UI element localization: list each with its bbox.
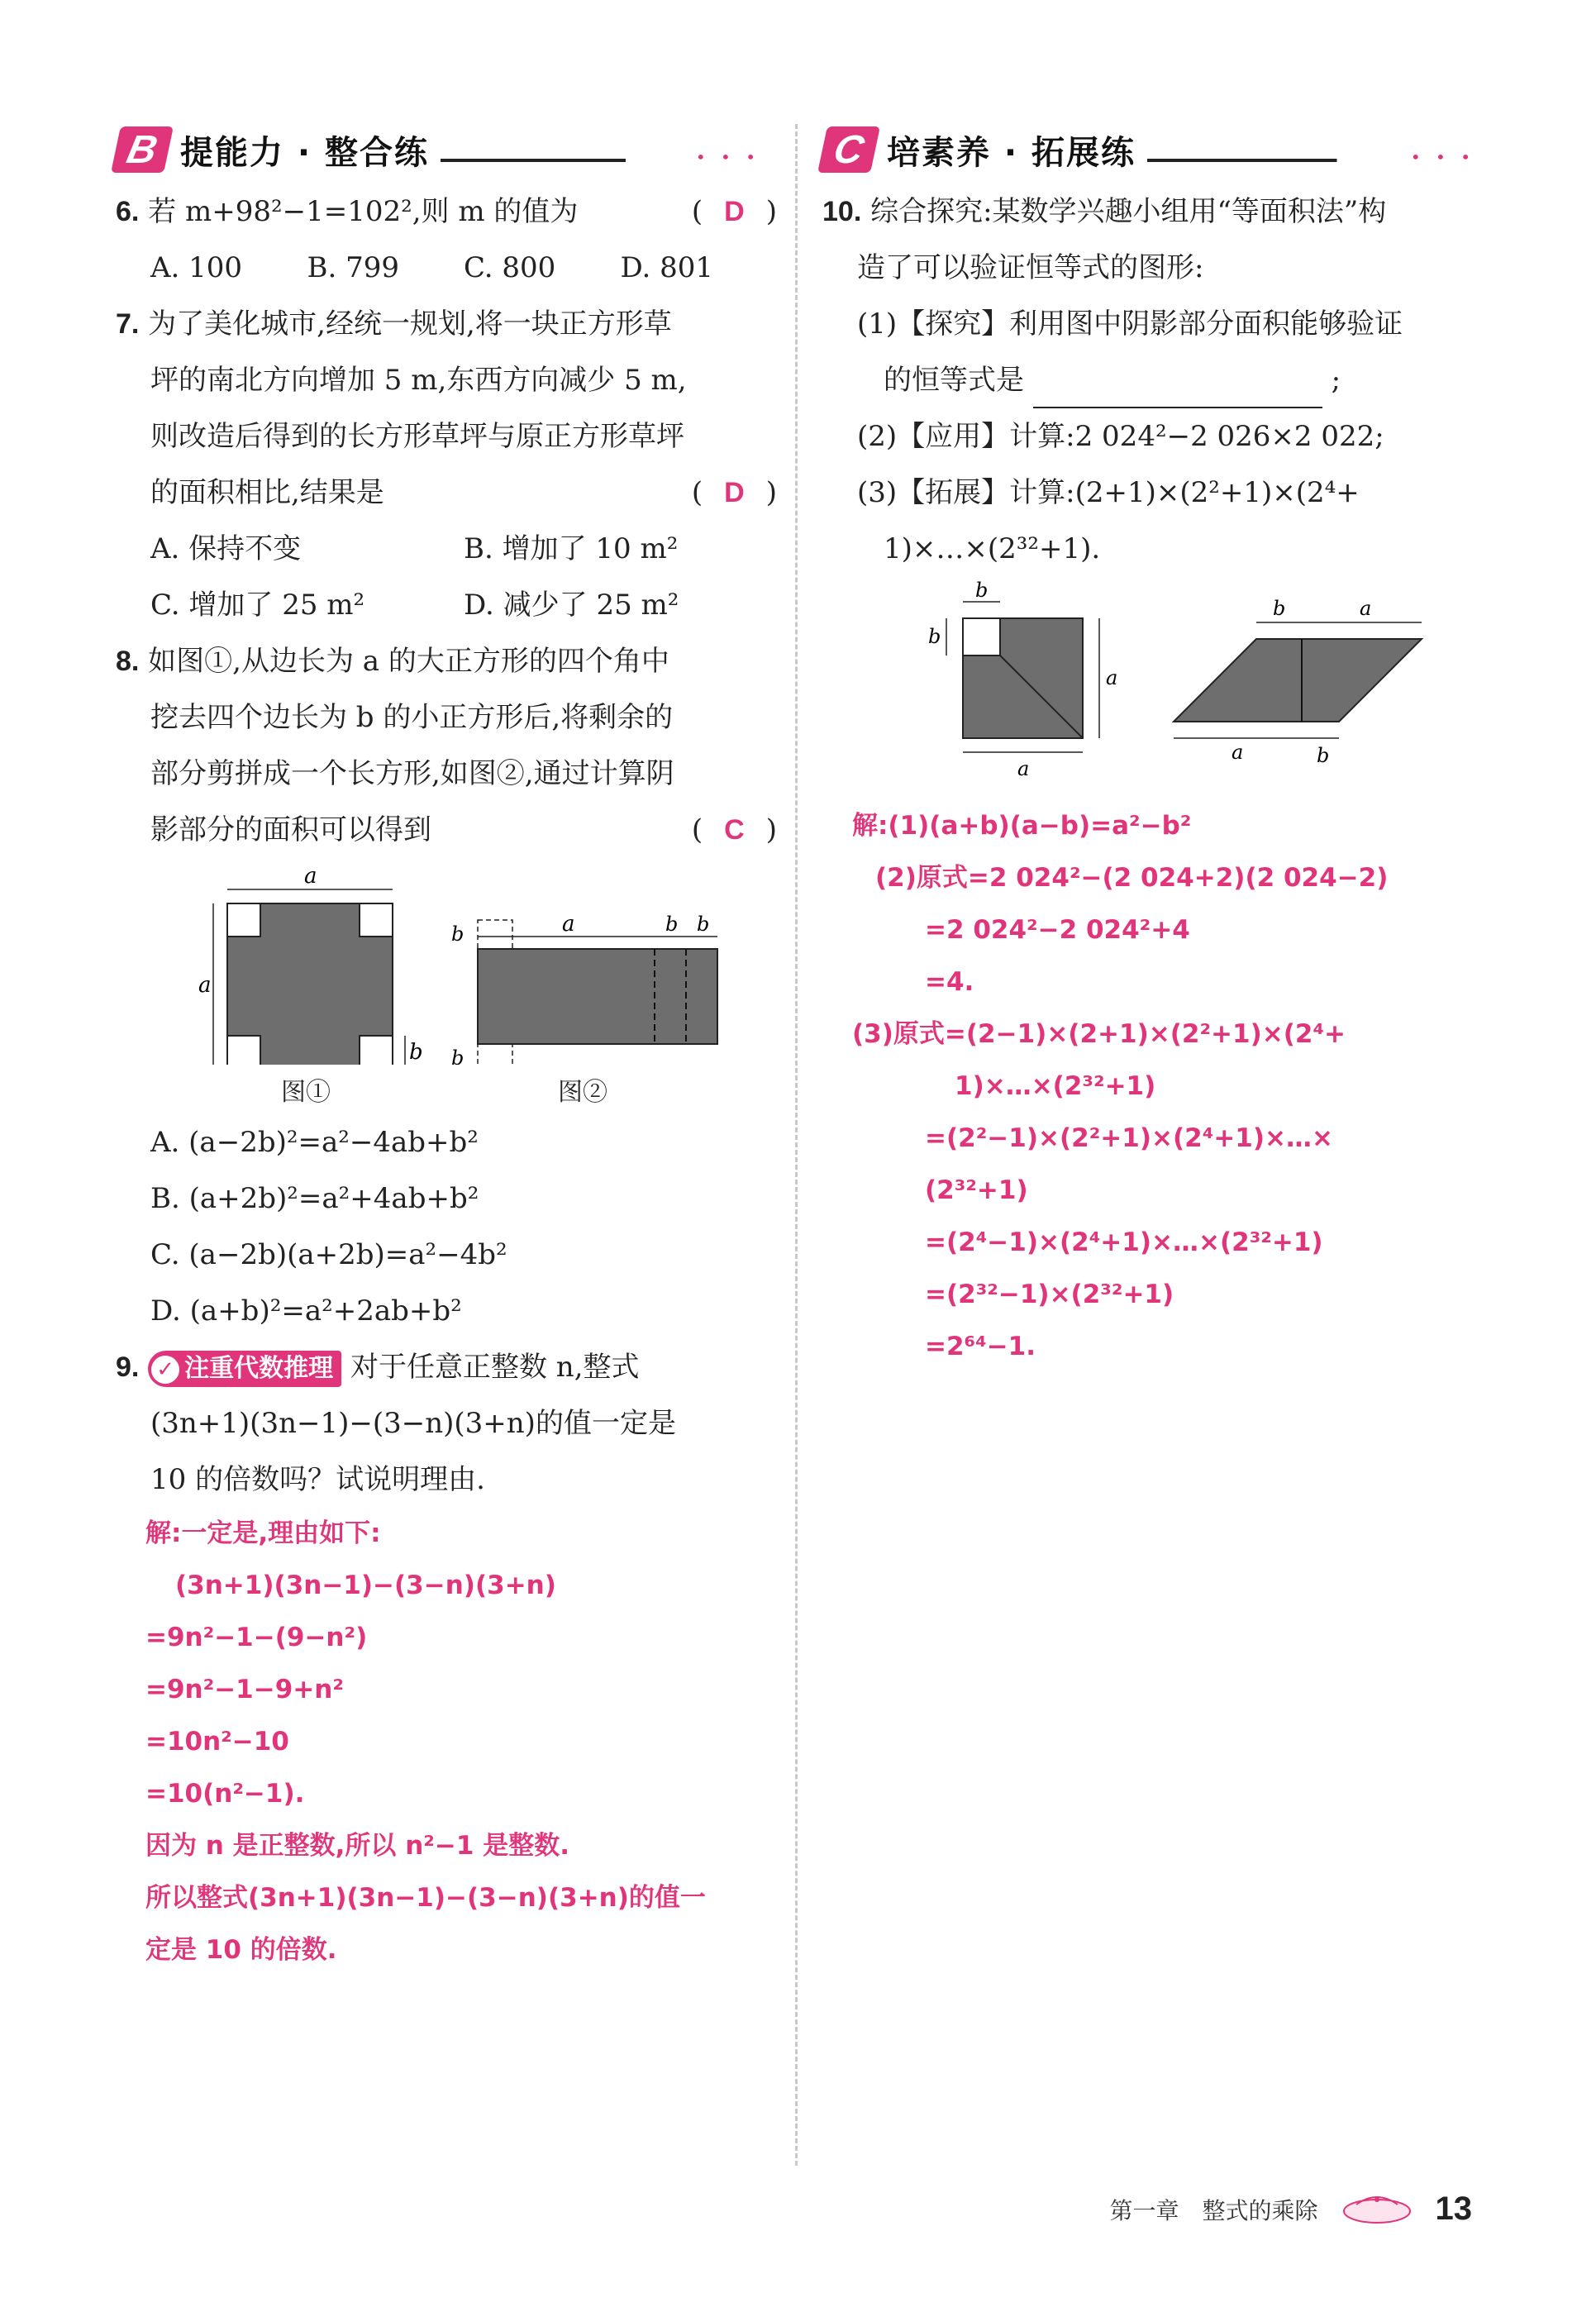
q6-number: 6. (116, 196, 140, 227)
q7-answer: D (724, 477, 745, 508)
fig2-caption: 图② (558, 1078, 607, 1107)
q9-line-2: (3n+1)(3n−1)−(3−n)(3+n)的值一定是 (150, 1407, 676, 1440)
q10-figure-left (928, 579, 1117, 780)
q6-choice-d: D. 801 (620, 251, 714, 284)
q10-solution-4: =4. (925, 967, 974, 997)
fig1-corner-tl (227, 903, 260, 937)
q10-line-1 (822, 184, 1492, 240)
q10-answer-blank[interactable] (1033, 374, 1322, 408)
q8-choice-d: D. (a+b)²=a²+2ab+b² (150, 1294, 462, 1328)
q8-answer-slot: ( C ) (691, 813, 777, 846)
q7-choice-a: A. 保持不变 (150, 532, 302, 565)
q10-solution-3: =2 024²−2 024²+4 (925, 915, 1190, 945)
q7-choice-d: D. 减少了 25 m² (464, 589, 679, 622)
section-b-title: 提能力 · 整合练 (180, 133, 430, 172)
q10-solution-5: (3)原式=(2−1)×(2+1)×(2²+1)×(2⁴+ (852, 1019, 1346, 1049)
q10-left-cutout (963, 618, 1000, 655)
q7-choices-row-1 (116, 521, 777, 577)
q10-solution-10: =(2³²−1)×(2³²+1) (925, 1280, 1174, 1309)
q10-solution-1: 解:(1)(a+b)(a−b)=a²−b² (852, 811, 1192, 841)
q8-figure-1 (198, 864, 423, 1065)
q10-number: 10. (822, 196, 862, 227)
q9-solution-2: (3n+1)(3n−1)−(3−n)(3+n) (175, 1571, 556, 1600)
q10-left-label-a-bottom: a (1017, 757, 1030, 780)
q10-figure-right (1174, 597, 1422, 767)
q7-choice-b: B. 增加了 10 m² (464, 532, 679, 565)
section-b-badge: B (111, 126, 174, 173)
section-c-title: 培素养 · 拓展练 (887, 133, 1136, 172)
q8-choice-a: A. (a−2b)²=a²−4ab+b² (150, 1126, 479, 1159)
q9-tag-label: 注重代数推理 (184, 1354, 334, 1383)
q6-stem: 若 m+98²−1=102²,则 m 的值为 (148, 195, 579, 228)
publisher-logo-icon (1340, 2193, 1414, 2226)
column-divider (795, 124, 798, 2166)
q9-line-1 (116, 1339, 777, 1395)
fig1-label-a-left: a (198, 973, 212, 998)
q7-answer-slot: ( D ) (691, 476, 777, 509)
right-column (822, 124, 1492, 1373)
q9-text-1: 对于任意正整数 n,整式 (350, 1351, 640, 1384)
q10-solution-6: 1)×…×(2³²+1) (955, 1071, 1156, 1101)
q10-part2: (2)【应用】计算:2 024²−2 026×2 022; (857, 420, 1384, 453)
q10-right-label-b-top: b (1273, 597, 1286, 620)
q8-number: 8. (116, 646, 140, 677)
fig2-rectangle (478, 949, 717, 1044)
q7-line-3: 则改造后得到的长方形草坪与原正方形草坪 (150, 420, 684, 453)
q9-solution-5: =10n²−10 (145, 1727, 289, 1757)
q10-part1-line-1: (1)【探究】利用图中阴影部分面积能够验证 (857, 307, 1403, 341)
fig1-label-b-right: b (409, 1040, 423, 1065)
q9-number: 9. (116, 1351, 140, 1383)
q9-solution-4: =9n²−1−9+n² (145, 1675, 344, 1704)
q8-line-3: 部分剪拼成一个长方形,如图②,通过计算阴 (150, 757, 674, 790)
page-number: 13 (1435, 2190, 1472, 2227)
page-footer (1109, 2190, 1472, 2228)
q9-solution-7: 因为 n 是正整数,所以 n²−1 是整数. (145, 1831, 569, 1861)
fig1-label-a-top: a (304, 864, 317, 889)
q7-text-4: 的面积相比,结果是 (150, 476, 384, 509)
q10-figures (822, 577, 1492, 800)
q7-choices-row-2 (116, 577, 777, 633)
q10-solution-7: =(2²−1)×(2²+1)×(2⁴+1)×…× (925, 1123, 1333, 1153)
q10-left-label-a-right: a (1106, 666, 1118, 689)
q10-solution-11: =2⁶⁴−1. (925, 1332, 1036, 1361)
q8-figures-svg (116, 858, 777, 1065)
q10-solution-8: (2³²+1) (925, 1175, 1028, 1205)
fig2-label-b1: b (665, 913, 679, 936)
q7-number: 7. (116, 308, 140, 340)
q10-part3-line-2: 1)×…×(2³²+1). (884, 532, 1101, 565)
fig2-dashed-top (478, 920, 512, 949)
fig2-label-a: a (562, 912, 575, 937)
q8-choice-b: B. (a+2b)²=a²+4ab+b² (150, 1182, 479, 1215)
q6-choices (116, 240, 777, 296)
q10-solution-2: (2)原式=2 024²−(2 024+2)(2 024−2) (875, 863, 1389, 893)
fig2-label-b-top: b (451, 922, 465, 946)
q6-answer-slot: ( D ) (691, 195, 777, 228)
q10-part3-line-1: (3)【拓展】计算:(2+1)×(2²+1)×(2⁴+ (857, 476, 1360, 509)
q10-text-1: 综合探究:某数学兴趣小组用“等面积法”构 (870, 195, 1387, 228)
q10-part1-text-2: 的恒等式是 (884, 364, 1024, 397)
q9-solution-8: 所以整式(3n+1)(3n−1)−(3−n)(3+n)的值一 (145, 1883, 706, 1913)
q9-solution-1: 解:一定是,理由如下: (145, 1518, 381, 1548)
q8-line-4 (116, 802, 777, 858)
q8-line-2: 挖去四个边长为 b 的小正方形后,将剩余的 (150, 701, 674, 734)
q6-choice-c: C. 800 (464, 251, 556, 284)
q9-solution-6: =10(n²−1). (145, 1779, 305, 1809)
q10-line-2: 造了可以验证恒等式的图形: (857, 251, 1204, 284)
q8-line-1 (116, 633, 777, 689)
section-c-header (822, 124, 1492, 175)
q9-tag (148, 1351, 341, 1387)
q9-solution-9: 定是 10 的倍数. (145, 1935, 337, 1965)
section-b-rule: • • • (441, 159, 777, 162)
q10-left-label-b-top: b (975, 579, 989, 602)
q6-stem-line (116, 184, 777, 240)
q6-choice-a: A. 100 (150, 251, 243, 284)
q6-choice-b: B. 799 (307, 251, 399, 284)
q9-solution-3: =9n²−1−(9−n²) (145, 1623, 368, 1652)
fig1-corner-br (360, 1036, 393, 1065)
q10-right-label-b-bottom: b (1317, 744, 1330, 767)
section-c-rule: • • • (1147, 159, 1492, 162)
q7-line-1 (116, 296, 777, 352)
q7-line-2: 坪的南北方向增加 5 m,东西方向减少 5 m, (150, 364, 687, 397)
fig1-corner-tr (360, 903, 393, 937)
check-icon: ✓ (151, 1356, 179, 1384)
section-c-badge: C (817, 126, 880, 173)
q10-right-parallelogram (1174, 639, 1422, 722)
q8-choice-c: C. (a−2b)(a+2b)=a²−4b² (150, 1238, 507, 1271)
left-column (116, 124, 777, 1976)
q8-figure-2 (451, 912, 717, 1065)
q9-line-3: 10 的倍数吗？试说明理由. (150, 1463, 485, 1496)
q10-part1-end: ; (1331, 364, 1341, 397)
q10-figures-svg (822, 577, 1492, 792)
fig1-caption: 图① (281, 1078, 331, 1107)
q6-answer: D (724, 196, 745, 227)
q10-right-label-a-bottom: a (1232, 741, 1244, 764)
q8-answer: C (724, 814, 745, 846)
fig2-label-b-bottom: b (451, 1046, 465, 1065)
fig2-dashed-bottom (478, 1044, 512, 1065)
q10-part1-line-2 (822, 352, 1492, 408)
q8-figures (116, 858, 777, 1114)
q10-left-label-b-left: b (928, 625, 941, 648)
q10-right-label-a-top: a (1360, 597, 1372, 620)
q7-text-1: 为了美化城市,经统一规划,将一块正方形草 (148, 307, 672, 341)
chapter-title: 第一章 整式的乘除 (1109, 2196, 1318, 2224)
q7-line-4 (116, 465, 777, 521)
q8-text-1: 如图①,从边长为 a 的大正方形的四个角中 (148, 645, 669, 678)
fig1-corner-bl (227, 1036, 260, 1065)
q10-solution-9: =(2⁴−1)×(2⁴+1)×…×(2³²+1) (925, 1228, 1323, 1257)
section-b-header (116, 124, 777, 175)
q7-choice-c: C. 增加了 25 m² (150, 589, 365, 622)
fig2-label-b2: b (697, 913, 710, 936)
q8-text-4: 影部分的面积可以得到 (150, 813, 431, 846)
